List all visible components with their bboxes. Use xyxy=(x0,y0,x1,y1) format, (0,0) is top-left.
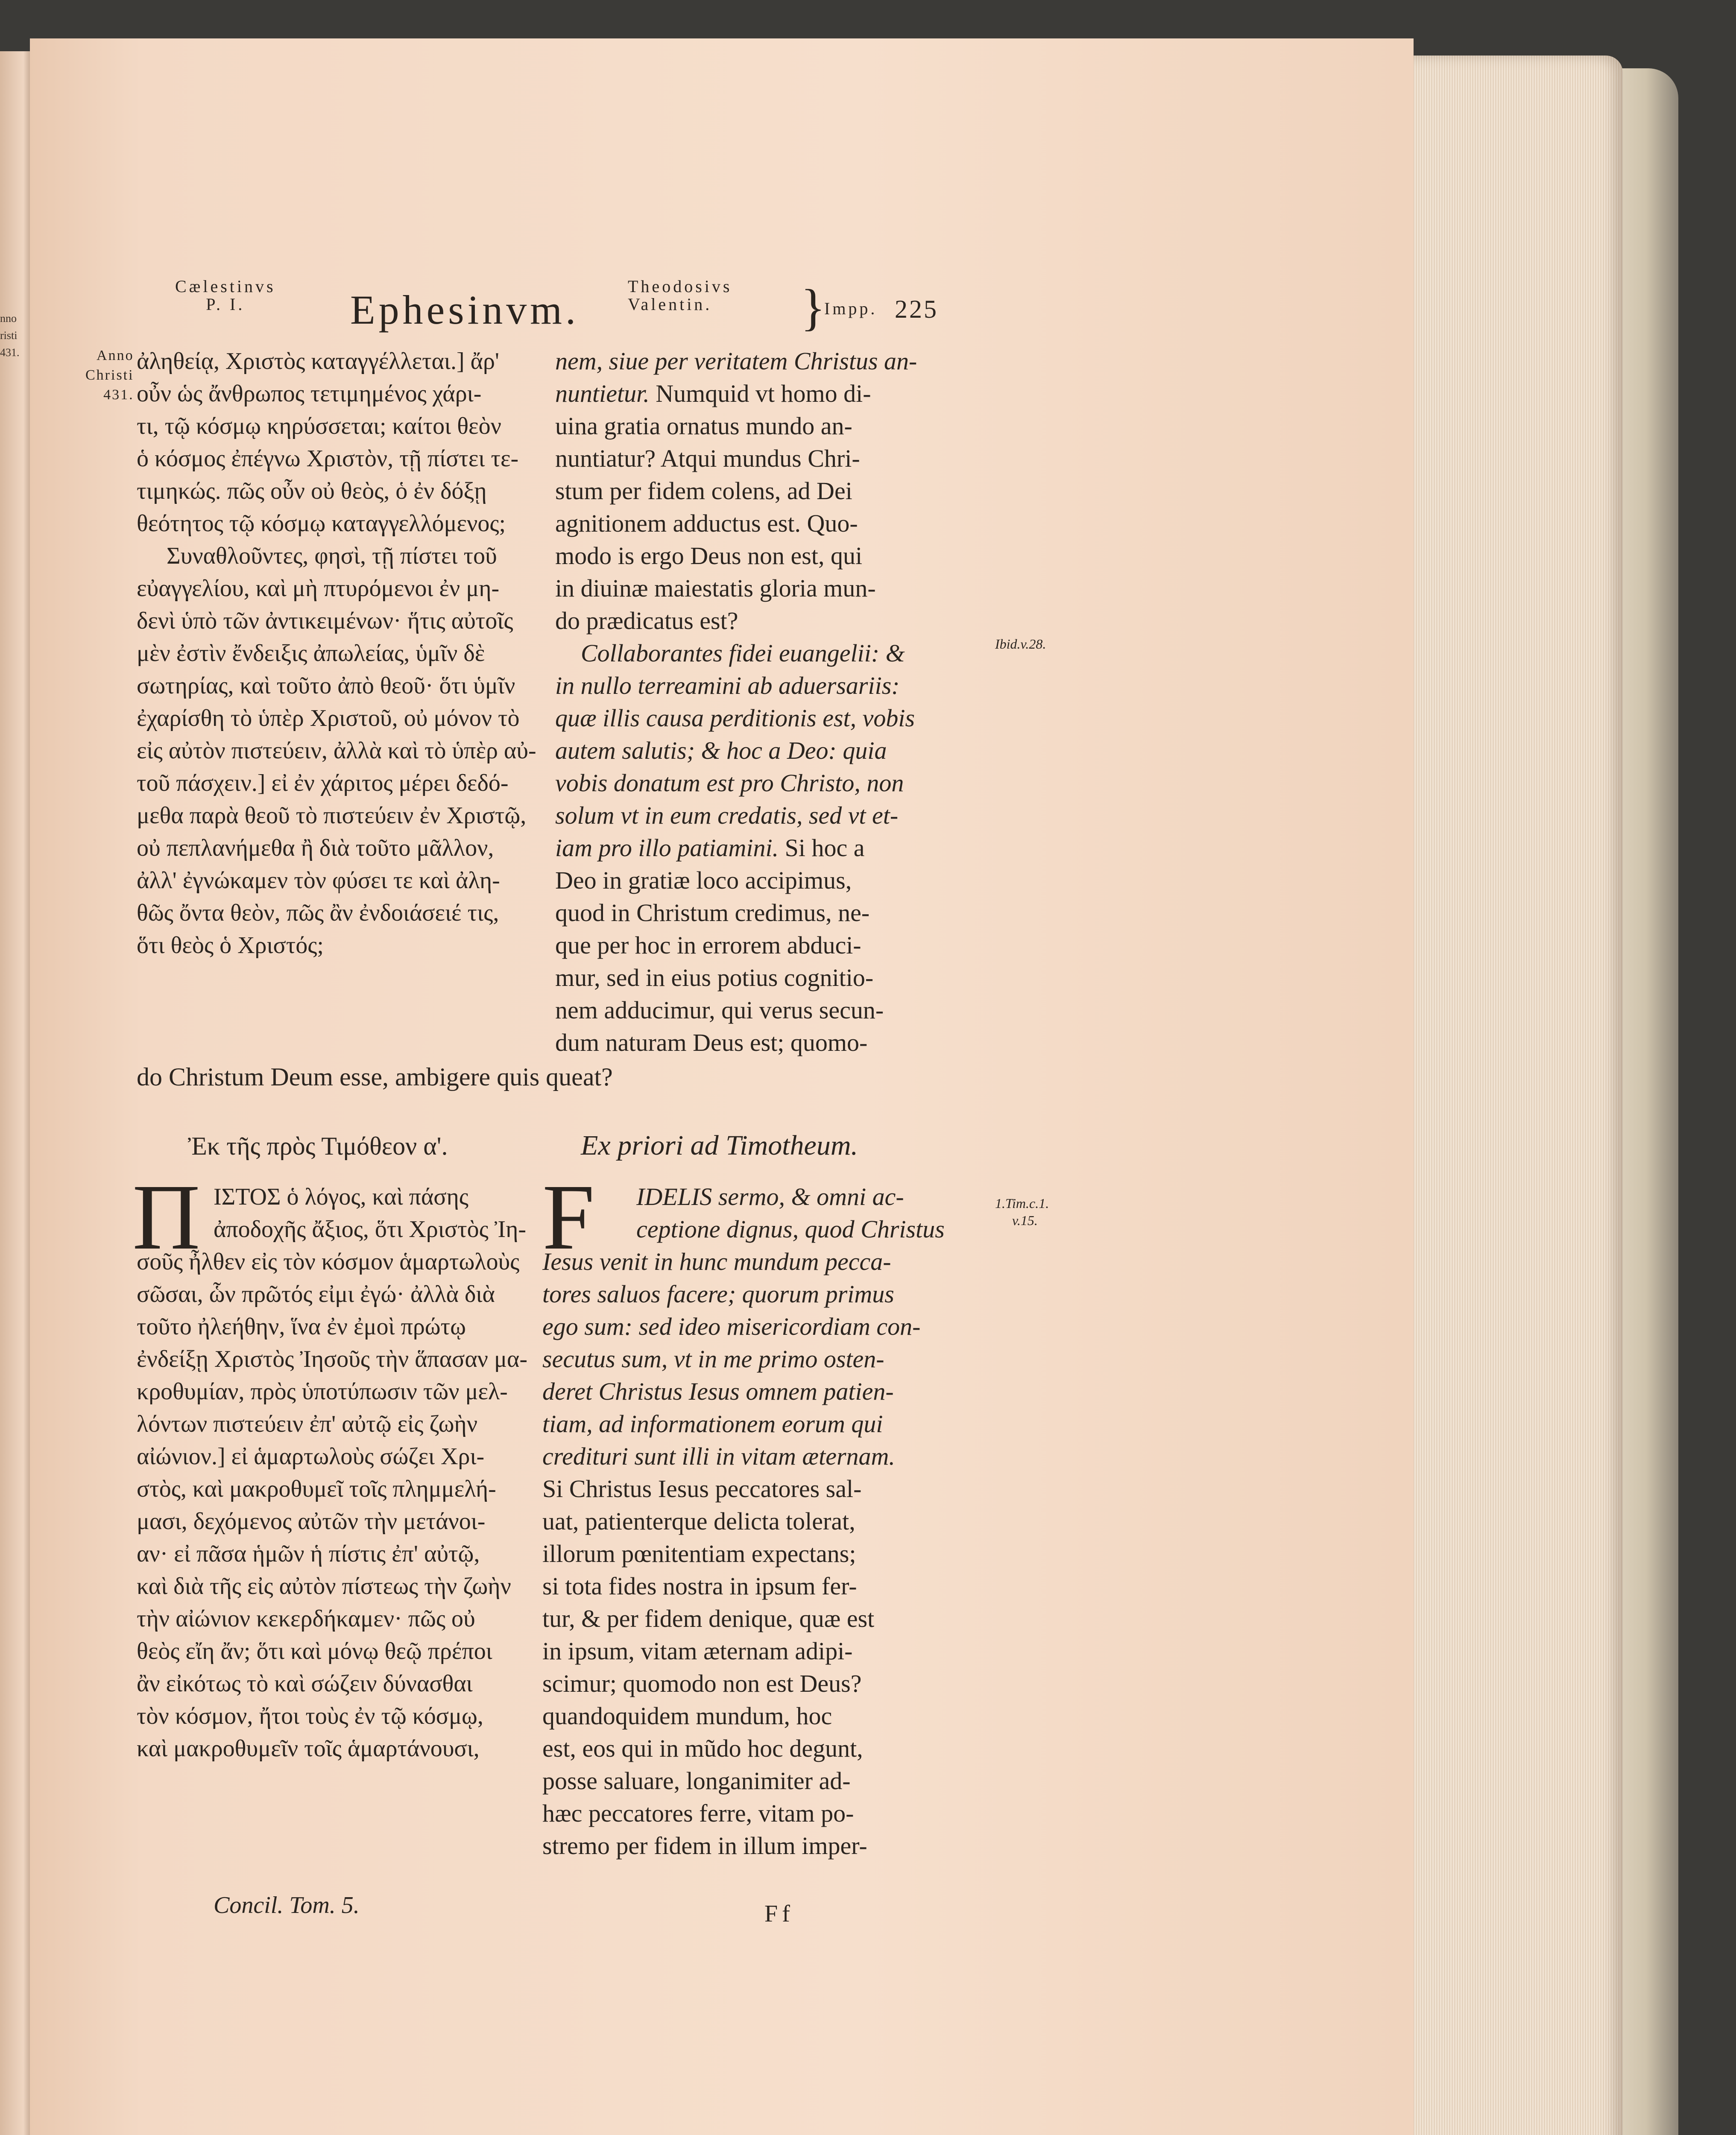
text-line: θεότητος τῷ κόσμῳ καταγγελλόμενος; xyxy=(137,510,506,537)
text-line: αἰώνιον.] εἰ ἁμαρτωλοὺς σώζει Χρι- xyxy=(137,1443,485,1470)
header-pope-number: P. I. xyxy=(206,295,245,314)
text-line: θεὸς εἴη ἄν; ὅτι καὶ μόνῳ θεῷ πρέποι xyxy=(137,1638,492,1664)
text-line: σωτηρίας, καὶ τοῦτο ἀπὸ θεοῦ· ὅτι ὑμῖν xyxy=(137,673,515,699)
page-number: 225 xyxy=(895,295,938,323)
text-line: stremo per fidem in illum imper- xyxy=(542,1832,867,1860)
text-line: εὐαγγελίου, καὶ μὴ πτυρόμενοι ἐν μη- xyxy=(137,575,500,602)
text-line: στὸς, καὶ μακροθυμεῖ τοῖς πλημμελή- xyxy=(137,1476,496,1502)
header-pope xyxy=(175,278,276,313)
text-line: quæ illis causa perditionis est, vobis xyxy=(555,704,915,732)
text-line: que per hoc in errorem abduci- xyxy=(555,931,861,959)
margin-anno: Anno xyxy=(97,348,134,363)
facing-page-margin-line: nno xyxy=(0,312,17,325)
text-line: deret Christus Iesus omnem patien- xyxy=(542,1378,894,1405)
drop-cap-greek: Π xyxy=(132,1165,200,1269)
signature-mark: Ff xyxy=(764,1901,794,1927)
text-line: Si Christus Iesus peccatores sal- xyxy=(542,1475,862,1503)
text-line: secutus sum, vt in me primo osten- xyxy=(542,1345,884,1373)
text-line: θῶς ὄντα θεὸν, πῶς ἂν ἐνδοιάσειέ τις, xyxy=(137,900,499,926)
text-line: τιμηκώς. πῶς οὖν οὐ θεὸς, ὁ ἐν δόξῃ xyxy=(137,478,487,504)
text-line: ἂν εἰκότως τὸ καὶ σώζειν δύνασθαι xyxy=(137,1670,473,1697)
text-line: Iesus venit in hunc mundum pecca- xyxy=(542,1248,891,1275)
book-fore-edge xyxy=(1409,56,1623,2135)
margin-reference: 1.Tim.c.1. xyxy=(995,1196,1049,1211)
margin-reference: Ibid.v.28. xyxy=(995,636,1046,652)
header-emperor-2: Valentin. xyxy=(628,295,712,314)
text-line: αν· εἰ πᾶσα ἡμῶν ἡ πίστις ἐπ' αὐτῷ, xyxy=(137,1541,480,1567)
latin-column-bottom xyxy=(542,1213,945,1862)
text-line: τι, τῷ κόσμῳ κηρύσσεται; καίτοι θεὸν xyxy=(137,413,501,439)
text-line: τὸν κόσμον, ἤτοι τοὺς ἐν τῷ κόσμῳ, xyxy=(137,1703,483,1729)
text-line: solum vt in eum credatis, sed vt et- xyxy=(555,801,899,829)
text-line: nuntiatur? Atqui mundus Chri- xyxy=(555,445,860,472)
latin-first-line xyxy=(636,1181,904,1213)
footer-volume: Concil. Tom. 5. xyxy=(214,1892,360,1919)
text-line: si tota fides nostra in ipsum fer- xyxy=(542,1572,857,1600)
header-emperor-1: Theodosivs xyxy=(628,277,732,296)
text-line: ὅτι θεὸς ὁ Χριστός; xyxy=(137,932,324,959)
text-line: nem, siue per veritatem Christus an- xyxy=(555,347,917,375)
text-line: credituri sunt illi in vitam æternam. xyxy=(542,1442,895,1470)
text-line: τοῦ πάσχειν.] εἰ ἐν χάριτος μέρει δεδό- xyxy=(137,770,509,796)
text-line: Deo in gratiæ loco accipimus, xyxy=(555,866,852,894)
section-heading-greek: Ἐκ τῆς πρὸς Τιμόθεον α'. xyxy=(188,1132,448,1160)
full-width-line: do Christum Deum esse, ambigere quis queat? xyxy=(137,1063,613,1091)
text-line: tur, & per fidem denique, quæ est xyxy=(542,1605,875,1632)
text-line: stum per fidem colens, ad Dei xyxy=(555,477,852,505)
margin-reference: v.15. xyxy=(1012,1213,1038,1228)
text-line: agnitionem adductus est. Quo- xyxy=(555,509,858,537)
text-line: ceptione dignus, quod Christus xyxy=(636,1215,945,1243)
text-line: οὖν ὡς ἄνθρωπος τετιμημένος χάρι- xyxy=(137,380,482,407)
drop-cap-latin: F xyxy=(542,1165,595,1269)
text-line: ΙΣΤΟΣ ὁ λόγος, καὶ πάσης xyxy=(214,1184,468,1210)
text-line: ἀληθείᾳ, Χριστὸς καταγγέλλεται.] ἄρ' xyxy=(137,348,500,374)
text-line: vobis donatum est pro Christo, non xyxy=(555,769,904,797)
margin-christi: Christi xyxy=(85,367,134,383)
text-line: quod in Christum credimus, ne- xyxy=(555,899,870,927)
text-line: illorum pœnitentiam expectans; xyxy=(542,1540,856,1568)
text-line: ἐνδείξῃ Χριστὸς Ἰησοῦς τὴν ἅπασαν μα- xyxy=(137,1346,528,1372)
text-line: iam pro illo patiamini. Si hoc a xyxy=(555,834,865,862)
margin-year-note xyxy=(85,346,134,405)
text-line: uat, patienterque delicta tolerat, xyxy=(542,1507,855,1535)
facing-page-edge xyxy=(0,51,33,2135)
text-line: tores saluos facere; quorum primus xyxy=(542,1280,894,1308)
latin-column-top xyxy=(555,345,917,1059)
text-line: uina gratia ornatus mundo an- xyxy=(555,412,852,440)
header-brace: } xyxy=(801,279,826,336)
text-line: est, eos qui in mũdo hoc degunt, xyxy=(542,1734,863,1762)
book-page xyxy=(30,38,1414,2135)
text-line: μεθα παρὰ θεοῦ τὸ πιστεύειν ἐν Χριστῷ, xyxy=(137,802,527,829)
header-pope-name: Cælestinvs xyxy=(175,277,276,296)
text-line: quandoquidem mundum, hoc xyxy=(542,1702,832,1730)
text-line: Collaborantes fidei euangelii: & xyxy=(581,639,905,667)
text-line: nem adducimur, qui verus secun- xyxy=(555,996,884,1024)
text-line: τοῦτο ἠλεήθην, ἵνα ἐν ἐμοὶ πρώτῳ xyxy=(137,1313,466,1340)
facing-page-margin-line: 431. xyxy=(0,346,20,359)
text-line: τὴν αἰώνιον κεκερδήκαμεν· πῶς οὐ xyxy=(137,1606,475,1632)
text-line: in diuinæ maiestatis gloria mun- xyxy=(555,574,876,602)
header-impp: Impp. xyxy=(824,299,878,318)
greek-column-bottom xyxy=(137,1181,527,1765)
page-title: Ephesinvm. xyxy=(350,287,579,333)
text-line: ego sum: sed ideo misericordiam con- xyxy=(542,1313,921,1340)
text-line: tiam, ad informationem eorum qui xyxy=(542,1410,883,1438)
text-line: posse saluare, longanimiter ad- xyxy=(542,1767,851,1795)
section-heading-latin: Ex priori ad Timotheum. xyxy=(581,1130,858,1161)
text-line: ὁ κόσμος ἐπέγνω Χριστὸν, τῇ πίστει τε- xyxy=(137,445,519,472)
text-line: σοῦς ἦλθεν εἰς τὸν κόσμον ἁμαρτωλοὺς xyxy=(137,1249,520,1275)
text-line: δενὶ ὑπὸ τῶν ἀντικειμένων· ἥτις αὐτοῖς xyxy=(137,608,513,634)
greek-column-top xyxy=(137,345,536,962)
text-line: οὐ πεπλανήμεθα ἢ διὰ τοῦτο μᾶλλον, xyxy=(137,835,494,861)
text-line: modo is ergo Deus non est, qui xyxy=(555,542,863,570)
text-line: nuntietur. Numquid vt homo di- xyxy=(555,380,871,407)
text-line: in ipsum, vitam æternam adipi- xyxy=(542,1637,853,1665)
text-line: σῶσαι, ὧν πρῶτός εἰμι ἐγώ· ἀλλὰ διὰ xyxy=(137,1281,495,1307)
text-line: do prædicatus est? xyxy=(555,607,738,635)
text-line: λόντων πιστεύειν ἐπ' αὐτῷ εἰς ζωὴν xyxy=(137,1411,478,1437)
text-line: mur, sed in eius potius cognitio- xyxy=(555,964,874,991)
text-line: ἀλλ' ἐγνώκαμεν τὸν φύσει τε καὶ ἀλη- xyxy=(137,867,500,894)
facing-page-margin-line: risti xyxy=(0,329,18,342)
text-line: καὶ διὰ τῆς εἰς αὐτὸν πίστεως τὴν ζωὴν xyxy=(137,1573,511,1600)
text-line: autem salutis; & hoc a Deo: quia xyxy=(555,737,887,764)
text-line: ἐχαρίσθη τὸ ὑπὲρ Χριστοῦ, οὐ μόνον τὸ xyxy=(137,705,520,731)
text-line: μὲν ἐστὶν ἔνδειξις ἀπωλείας, ὑμῖν δὲ xyxy=(137,640,485,667)
text-line: καὶ μακροθυμεῖν τοῖς ἁμαρτάνουσι, xyxy=(137,1735,480,1762)
text-line: IDELIS sermo, & omni ac- xyxy=(636,1183,904,1211)
text-line: εἰς αὐτὸν πιστεύειν, ἀλλὰ καὶ τὸ ὑπὲρ αὐ- xyxy=(137,737,536,764)
text-line: scimur; quomodo non est Deus? xyxy=(542,1670,862,1697)
text-line: κροθυμίαν, πρὸς ὑποτύπωσιν τῶν μελ- xyxy=(137,1378,508,1405)
header-emperors xyxy=(628,278,732,313)
text-line: dum naturam Deus est; quomo- xyxy=(555,1029,868,1056)
text-line: in nullo terreamini ab aduersariis: xyxy=(555,672,900,699)
text-line: μασι, δεχόμενος αὐτῶν τὴν μετάνοι- xyxy=(137,1508,486,1535)
text-line: Συναθλοῦντες, φησὶ, τῇ πίστει τοῦ xyxy=(167,543,497,569)
margin-year: 431. xyxy=(103,386,134,403)
text-line: hæc peccatores ferre, vitam po- xyxy=(542,1799,854,1827)
text-line: ἀποδοχῆς ἄξιος, ὅτι Χριστὸς Ἰη- xyxy=(214,1216,527,1243)
